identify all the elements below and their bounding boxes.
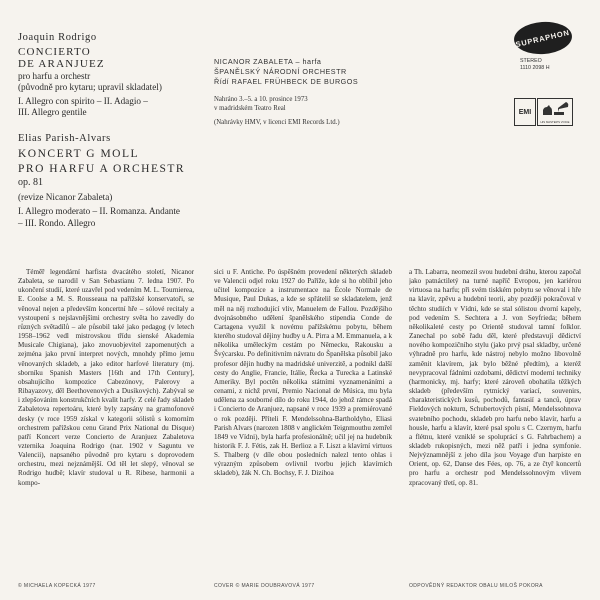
- performers-block: [214, 57, 504, 86]
- essay-col2-text: sici u F. Antiche. Po úspěšném provedení některých skladeb ve Valencii odjel roku 1927 do Paříže, kde si ho oblíbil jeho učitel kompozice a instrumentace na École Normale de Musique, Paul Dukas, a kde se spřátelil se skladatelem, jenž měl na něj rozhodující vliv, Manuelem de Fallou. Pozdějšího dvojnásobného udělení španělského stipendia Conde de Cartagena využil k novému pařížskému pobytu, během kterého studoval dějiny hudby u A. Pirra a M. Emmanuela, a k několika uměleckým cestám po Německu, Rakousku a Švýcarsku. Po definitivním návratu do Španělska působil jako profesor dějin hudby na madridské univerzitě, a podnikl další cesty do Anglie, Francie, Itálie, Řecka a Turecka a Latinské Ameriky. Byl poctěn několika státními vyznamenáními a cenami, z nichž první, Premio Nacional de Música, mu byla udělena za souborné dílo do roku 1944, do jehož rámce spadá i Concierto de Aranjuez, napsané v roce 1939 a premiérované o rok později. Příteli F. Mendelssohna-Bartholdyho, Eliasi Parish Alvars (narozen 1808 v anglickém Teignmouthu zemřel 1849 ve Vídni), byla harfa profesionálně; učil jej na hudebník historik F. J. Fétis, zak H. Berlioz a F. Liszt a klavírní virtuos S. Thalberg (v díle obou posledních nalezl tento ohlas i výrazným způsobem ovlivnil tvorbu jejich klavírních skladeb), žák N. Ch. Bochsy, F. J. Dizihoa: [214, 268, 392, 478]
- parish-movements-1: I. Allegro moderato – II. Romanza. Andante: [18, 206, 181, 217]
- performer-conductor: Řídí RAFAEL FRÜHBECK DE BURGOS: [214, 76, 359, 86]
- credit-photo: © MICHAELA KOPECKÁ 1977: [18, 583, 96, 589]
- essay-col3-text: a Th. Labarra, neomezil svou hudební dráhu, kterou započal jako patnáctiletý na turné napříč Evropou, jen kariérou virtuosa na harfu; při svém tiskkém pobytu se věnoval i hře na klavír, zpěvu a hudební teorii, aby později pokračoval v těchto studiích v Vídni, kde se stal sólistou dvorní kapely, pod vedením S. Sechtera a J. von Seyfrieda; během několikaleté cesty po Orientě studoval tamní folklor. Zanechal po sobě řadu děl, které představují dědictví nového kompozičního stylu (jako prvý psal skladby, určené výhradně pro harfu, kde nástroj nebylo možno libovolně zaměnit klavírem, jak bylo běžné předtím), a kteréž nevypracoval fádními ozdobami, dědictví moderní techniky (harmonicky, mj. harfy; které zároveň obohatila těžkých skladeb (především rytmický variací, souvenirs, charakteristických kusů, pochodů, fantasií a tanců, úprav Fieldových nokturn, Schubertových písní, Mendelssohnova svatebního pochodu, skladeb pro harfu nebo klavír, harfu a housle, harfu a klavír, které psal spolu s C. Czernym, harfu a flétnu, které vzniklé se spoluprácí s G. Fahrbachem) a skladeb rukopisných, mezi něž patří i jedna symfonie. Nejvýznamnější z jeho díla jsou Voyage d'un harpiste en Orient, op. 62, Danse des Fées, op. 76, a ze čtyř koncertů pro harfu a orchestr pod Mendelssohnovým vlivem zpracovaný třetí, op. 81.: [409, 268, 581, 487]
- essay-col1-text: Téměř legendární harfista dvacátého století, Nicanor Zabaleta, se narodil v San Sebastianu 7. ledna 1907. Po ukončení studií, které uzavřel pod vedením M. L. Tournierea, E. Coolse a M. S. Rousseaua na pařížské konservatoři, se věnoval nejen a především koncertní hře – sólové recitaly a vystoupení s nejslavnějšími orchestry světa ho zavedly do různých světadílů – ale působil také jako pedagog (v letech 1958–1962 vedl mistrovskou třídu sienské Akademia Musicale Chigiana), jako znovuobjevitel zapomenutých a zejména jako první interpret nových, mnohdy přímo jemu věnovaných skladeb, a jako editor harfové literatury (mj. sborníku Spanish Masters [16th and 17th Century], obsahujícího kompozice Cabezónovy, Palerovy a Ribayazovy, děl Beethovenových a Dusíkových). Zabýval se i zlepšováním konstrukčních kvalit harfy. Z celé řady skladeb Zabaletova repertoáru, které byly zapsány na gramofonové desky (v roce 1959 získal v kategorii sólistů s komorním orchestrem pařížskou cenu Grand Prix National du Disque) patří Koncert verze Concierto de Aranjuez Zabaletova vzternika Joaquina Rodrigo (nar. 1902 v Saguntu ve Valencii), napsaného původně pro kytaru s doprovodem orchestru, mezi nejznámější. Od těl let slepý, věnoval se Rodrigo hudbě; klavír studoval u R. Ribese, harmonii a kompo-: [18, 268, 194, 487]
- recording-date: Nahráno 3.–5. a 10. prosince 1973: [214, 96, 308, 103]
- credit-cover: COVER © MARIE DOUBRAVOVÁ 1977: [214, 583, 315, 589]
- rodrigo-scoring: pro harfu a orchestr: [18, 71, 91, 82]
- essay-column-3: [409, 268, 581, 568]
- rodrigo-block: [18, 32, 208, 118]
- recording-license: (Nahrávky HMV, v licenci EMI Records Ltd.): [214, 118, 340, 126]
- parish-title-line2: PRO HARFU A ORCHESTR: [18, 162, 186, 175]
- parish-title-line1: KONCERT G MOLL: [18, 148, 140, 161]
- credit-editor: ODPOVĚDNÝ REDAKTOR OBALU MILOŠ POKORA: [409, 583, 543, 589]
- supraphon-logo-text: SUPRAPHON: [515, 27, 571, 49]
- hmv-logo: [537, 98, 573, 126]
- hmv-caption: HIS MASTER'S VOICE: [540, 120, 570, 124]
- rodrigo-movements-2: III. Allegro gentile: [18, 106, 87, 117]
- dog-gramophone-icon: [538, 99, 572, 119]
- parish-revision: (revize Nicanor Zabaleta): [18, 192, 113, 203]
- format-label: STEREO: [520, 58, 542, 64]
- rodrigo-title-line1: CONCIERTO: [18, 46, 91, 59]
- rodrigo-composer: Joaquin Rodrigo: [18, 32, 97, 43]
- essay-column-2: [214, 268, 392, 568]
- emi-logo-text: EMI: [518, 108, 532, 116]
- performer-soloist: NICANOR ZABALETA – harfa: [214, 57, 322, 66]
- rodrigo-title-line2: DE ARANJUEZ: [18, 58, 105, 71]
- catalog-codes: [520, 58, 550, 71]
- catalog-number: 1110 2098 H: [520, 64, 550, 71]
- rodrigo-original: (původně pro kytaru; upravil skladatel): [18, 82, 162, 93]
- parish-opus: op. 81: [18, 177, 43, 189]
- supraphon-logo: [513, 20, 573, 56]
- recording-venue: v madridském Teatro Real: [214, 104, 286, 112]
- rodrigo-movements-1: I. Allegro con spirito – II. Adagio –: [18, 95, 148, 106]
- parish-movements-2: – III. Rondo. Allegro: [18, 217, 96, 228]
- recording-info: [214, 96, 504, 127]
- emi-logo: [514, 98, 536, 126]
- parish-composer: Elias Parish-Alvars: [18, 133, 111, 144]
- essay-column-1: [18, 268, 194, 568]
- performer-orchestra: ŠPANĚLSKÝ NÁRODNÍ ORCHESTR: [214, 66, 347, 76]
- parish-block: [18, 133, 218, 229]
